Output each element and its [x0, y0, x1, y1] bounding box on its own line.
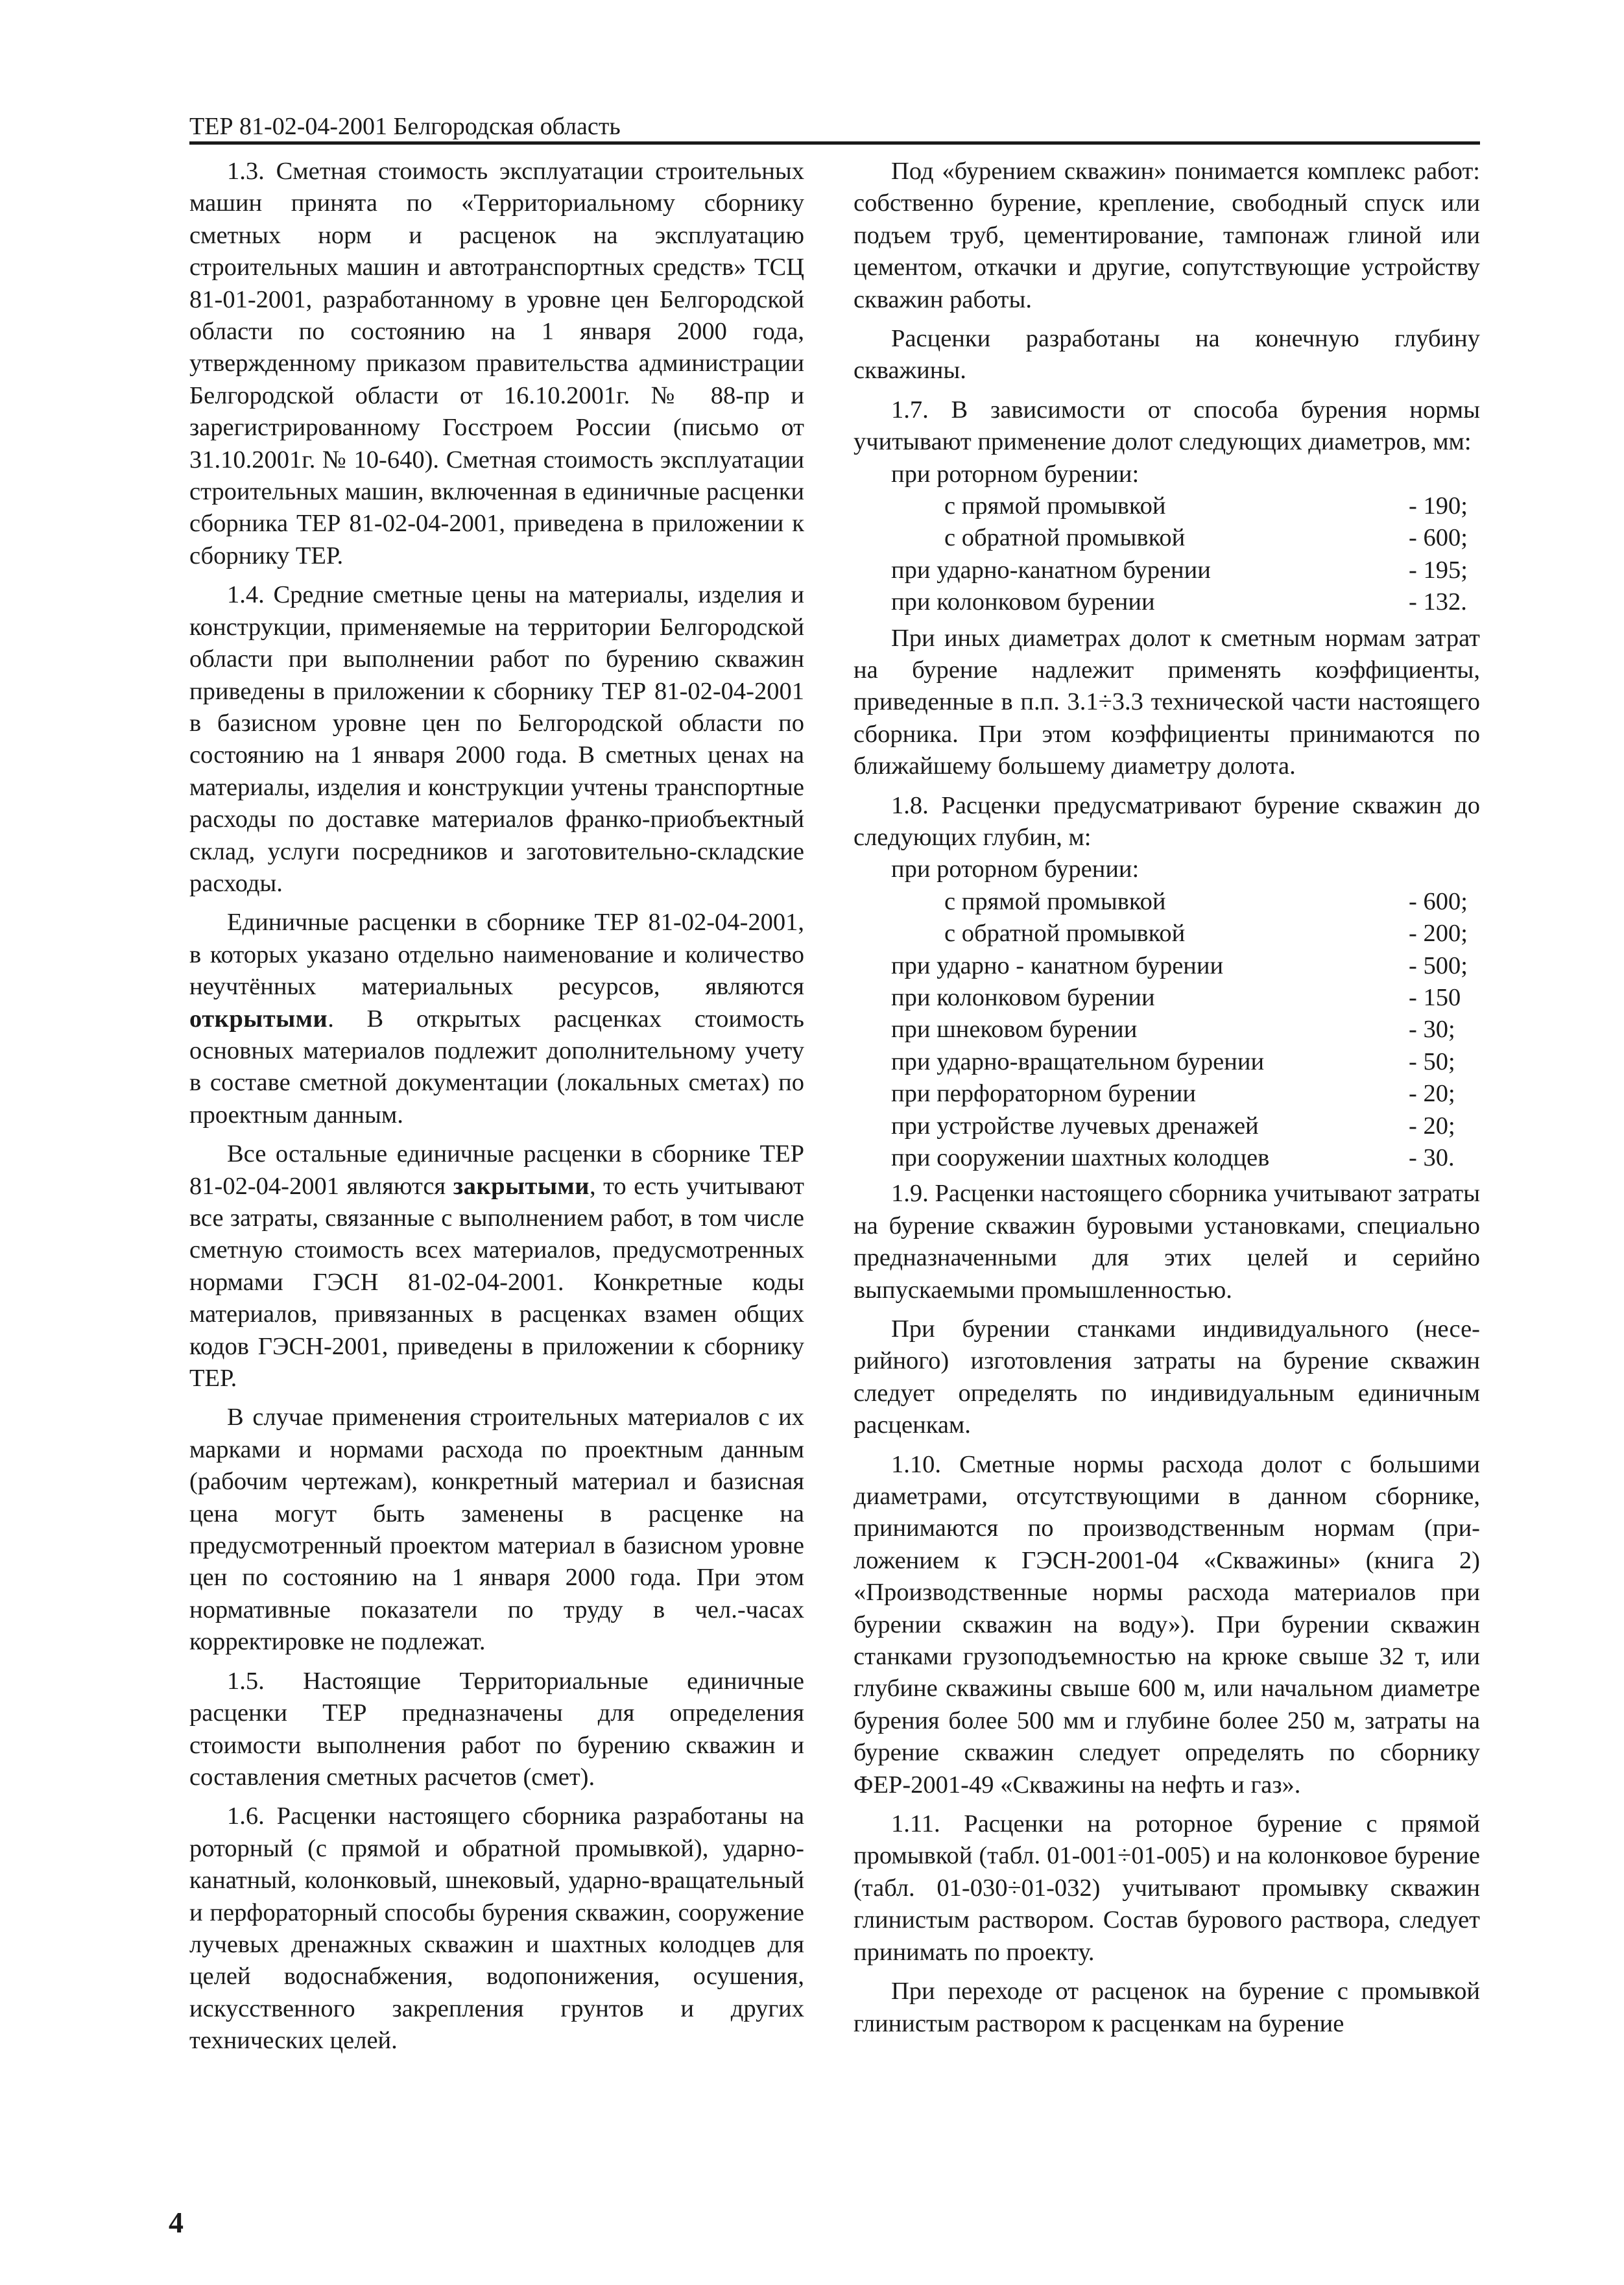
list-item-label: с прямой промывкой — [944, 492, 1166, 520]
list-item-value: - 20; — [1409, 1080, 1455, 1108]
list-heading: при роторном бурении: — [891, 855, 1140, 883]
list-item — [854, 1014, 1480, 1046]
paragraph-final-depth: Расценки разработаны на конечную глубину скважины. — [854, 325, 1480, 385]
list-item — [854, 555, 1480, 586]
closed-rates-text-c: , то есть учитывают все затраты, связанные с выполнением работ, в том числе сметную стоимость всех материалов, предусмотренных нормами ГЭСН 81-02-04-2001. Конкретные коды материалов, привязанных в расценках взамен общих кодов ГЭСН-2001, приведены в приложении к сборнику ТЕР. — [189, 1172, 804, 1393]
list-item — [854, 886, 1480, 918]
paragraph-1-6: 1.6. Расценки настоящего сборника разработаны на роторный (с прямой и обратной промывкой), ударно-канатный, колонковый, шнековый, ударно-вращательный и перфораторный способы бурения скважин, сооружение лучевых дренажных скважин и шахтных колодцев для целей водоснабжения, водопонижения, осушения, искусственного закрепления грунтов и других технических целей. — [189, 1802, 804, 2055]
list-item-value: - 600; — [1409, 887, 1468, 915]
list-item-value: - 150 — [1409, 984, 1461, 1012]
paragraph-1-4: 1.4. Средние сметные цены на материалы, изделия и конструкции, применяемые на территории Белгородской области при выполнении работ по бурению скважин приведены в приложении к сборнику ТЕР 81-02-04-2001 в базисном уровне цен по Белгородской области по состоянию на 1 января 2000 года. В сметных ценах на материалы, изделия и конструкции учтены транспортные расходы по доставке материалов франко-приобъектный склад, услуги посредников и заготовительно-складские расходы. — [189, 581, 804, 897]
open-rates-text-a: Единичные расценки в сборнике ТЕР 81-02-04-2001, в которых указано отдельно наименование и количество неучтённых материальных ресурсов, являются — [189, 909, 804, 1001]
paragraph-1-7: 1.7. В зависимости от способа бурения нормы учитывают применение долот следующих диаметров, мм: — [854, 396, 1480, 456]
list-item — [854, 1078, 1480, 1110]
paragraph-material-replacement: В случае применения строительных материалов с их марками и нормами расхода по проектным данным (рабочим чертежам), конкретный материал и базисная цена могут быть заменены в расценке на предусмотренный проектом материал в базисном уровне цен по состоянию на 1 января 2000 года. При этом нормативные показатели по труду в чел.-часах корректировке не подлежат. — [189, 1404, 804, 1656]
list-item — [854, 982, 1480, 1014]
list-item-value: - 600; — [1409, 524, 1468, 552]
closed-rates-text-a: Все остальные единичные расценки в сборнике ТЕР 81-02-04-2001 являются — [189, 1140, 804, 1200]
paragraph-drilling-definition: Под «бурением скважин» понимается комплекс работ: собственно бурение, крепление, свободный спуск или подъем труб, цементирование, тампонаж глиной или цементом, откачки и другие, сопутствующие устройству скважин работы. — [854, 158, 1480, 313]
list-item-label: при сооружении шахтных колодцев — [891, 1143, 1270, 1171]
list-item — [854, 522, 1480, 554]
paragraph-1-10: 1.10. Сметные нормы расхода долот с большими диаметрами, отсутствующими в данном сборнике, принимаются по производственным нормам (приложением к ГЭСН-2001-04 «Скважины» (книга 2) «Производственные нормы расхода материалов при бурении скважин на воду»). При бурении скважин станками грузоподъемностью на крюке свыше 32 т, или глубине скважины свыше 600 м, или начальном диаметре бурения более 500 мм и глубине более 250 м, затраты на бурение скважин следует определять по сборнику ФЕР-2001-49 «Скважины на нефть и газ». — [854, 1450, 1480, 1799]
list-item-value: - 30. — [1409, 1143, 1455, 1171]
left-column — [189, 156, 804, 2064]
list-item-label: при шнековом бурении — [891, 1016, 1138, 1044]
list-item — [854, 918, 1480, 950]
paragraph-1-9: 1.9. Расценки настоящего сборника учитывают затраты на бурение скважин буровыми установками, специально предназначенными для этих целей и серийно выпускаемыми промышленностью. — [854, 1180, 1480, 1304]
list-item-value: - 30; — [1409, 1016, 1455, 1044]
paragraph-1-11: 1.11. Расценки на роторное бурение с прямой промывкой (табл. 01-001÷01-005) и на колонковое бурение (табл. 01-030÷01-032) учитывают промывку скважин глинистым раствором. Состав бурового раствора, следует принимать по проекту. — [854, 1810, 1480, 1966]
paragraph-individual-rigs: При бурении станками индивидуального (несерийного) изготовления затраты на бурение скважин следует определять по индивидуальным единичным расценкам. — [854, 1315, 1480, 1439]
list-item-label: при ударно - канатном бурении — [891, 951, 1224, 979]
list-item-label: при ударно-канатном бурении — [891, 556, 1211, 584]
paragraph-1-3: 1.3. Сметная стоимость эксплуатации строительных машин принята по «Территориальному сборнику сметных норм и расценок на эксплуатацию строительных машин и автотранспортных средств» ТСЦ 81-01-2001, разработанному в уровне цен Белгородской области по состоянию на 1 января 2000 года, утвержденному приказом правительства администрации Белгородской области от 16.10.2001г. № 88-пр и зарегистрированному Госстроем России (письмо от 31.10.2001г. № 10-640). Сметная стоимость эксплуатации строительных машин, включенная в единичные расценки сборника ТЕР 81-02-04-2001, приведена в приложении к сборнику ТЕР. — [189, 158, 804, 569]
list-item — [854, 950, 1480, 982]
list-item-label: с прямой промывкой — [944, 887, 1166, 915]
list-item-value: - 190; — [1409, 492, 1468, 520]
list-item-label: с обратной промывкой — [944, 920, 1186, 948]
paragraph-open-rates — [189, 907, 804, 1131]
list-item-value: - 500; — [1409, 951, 1468, 979]
list-item-label: при ударно-вращательном бурении — [891, 1047, 1265, 1075]
open-rates-term: открытыми — [189, 1005, 328, 1033]
header-rule — [189, 141, 1480, 145]
paragraph-other-diameters: При иных диаметрах долот к сметным нормам затрат на бурение надлежит применять коэффициенты, приведенные в п.п. 3.1÷3.3 технической части настоящего сборника. При этом коэффициенты принимаются по ближайшему большему диаметру долота. — [854, 624, 1480, 780]
paragraph-1-5: 1.5. Настоящие Территориальные единичные расценки ТЕР предназначены для определения стоимости выполнения работ по бурению скважин и составления сметных расчетов (смет). — [189, 1667, 804, 1791]
right-column — [854, 156, 1480, 2047]
list-item — [854, 1110, 1480, 1142]
list-item — [854, 490, 1480, 522]
closed-rates-term: закрытыми — [453, 1172, 590, 1200]
list-item-value: - 200; — [1409, 920, 1468, 948]
list-heading: при роторном бурении: — [891, 460, 1140, 488]
list-item — [854, 1046, 1480, 1078]
list-item-value: - 132. — [1409, 588, 1467, 616]
paragraph-transition: При переходе от расценок на бурение с промывкой глинистым раствором к расценкам на бурение — [854, 1978, 1480, 2037]
list-item — [854, 1142, 1480, 1174]
paragraph-1-8: 1.8. Расценки предусматривают бурение скважин до следующих глубин, м: — [854, 791, 1480, 852]
list-item — [854, 586, 1480, 618]
list-item-label: при колонковом бурении — [891, 588, 1155, 616]
paragraph-closed-rates — [189, 1138, 804, 1394]
open-rates-text-c: . В открытых расценках стоимость основных материалов подлежит дополнительному учету в составе сметной документации (локальных сметах) по проектным данным. — [189, 1005, 804, 1129]
list-item-label: при устройстве лучевых дренажей — [891, 1112, 1259, 1140]
running-header: ТЕР 81-02-04-2001 Белгородская область — [189, 113, 621, 140]
list-item-value: - 20; — [1409, 1112, 1455, 1140]
drilling-depth-list — [854, 854, 1480, 1174]
bit-diameter-list — [854, 459, 1480, 619]
list-item-label: при перфораторном бурении — [891, 1080, 1197, 1108]
page-number: 4 — [169, 2206, 184, 2239]
list-item-value: - 50; — [1409, 1047, 1455, 1075]
list-item-value: - 195; — [1409, 556, 1468, 584]
list-item-label: при колонковом бурении — [891, 984, 1155, 1012]
list-item-label: с обратной промывкой — [944, 524, 1186, 552]
